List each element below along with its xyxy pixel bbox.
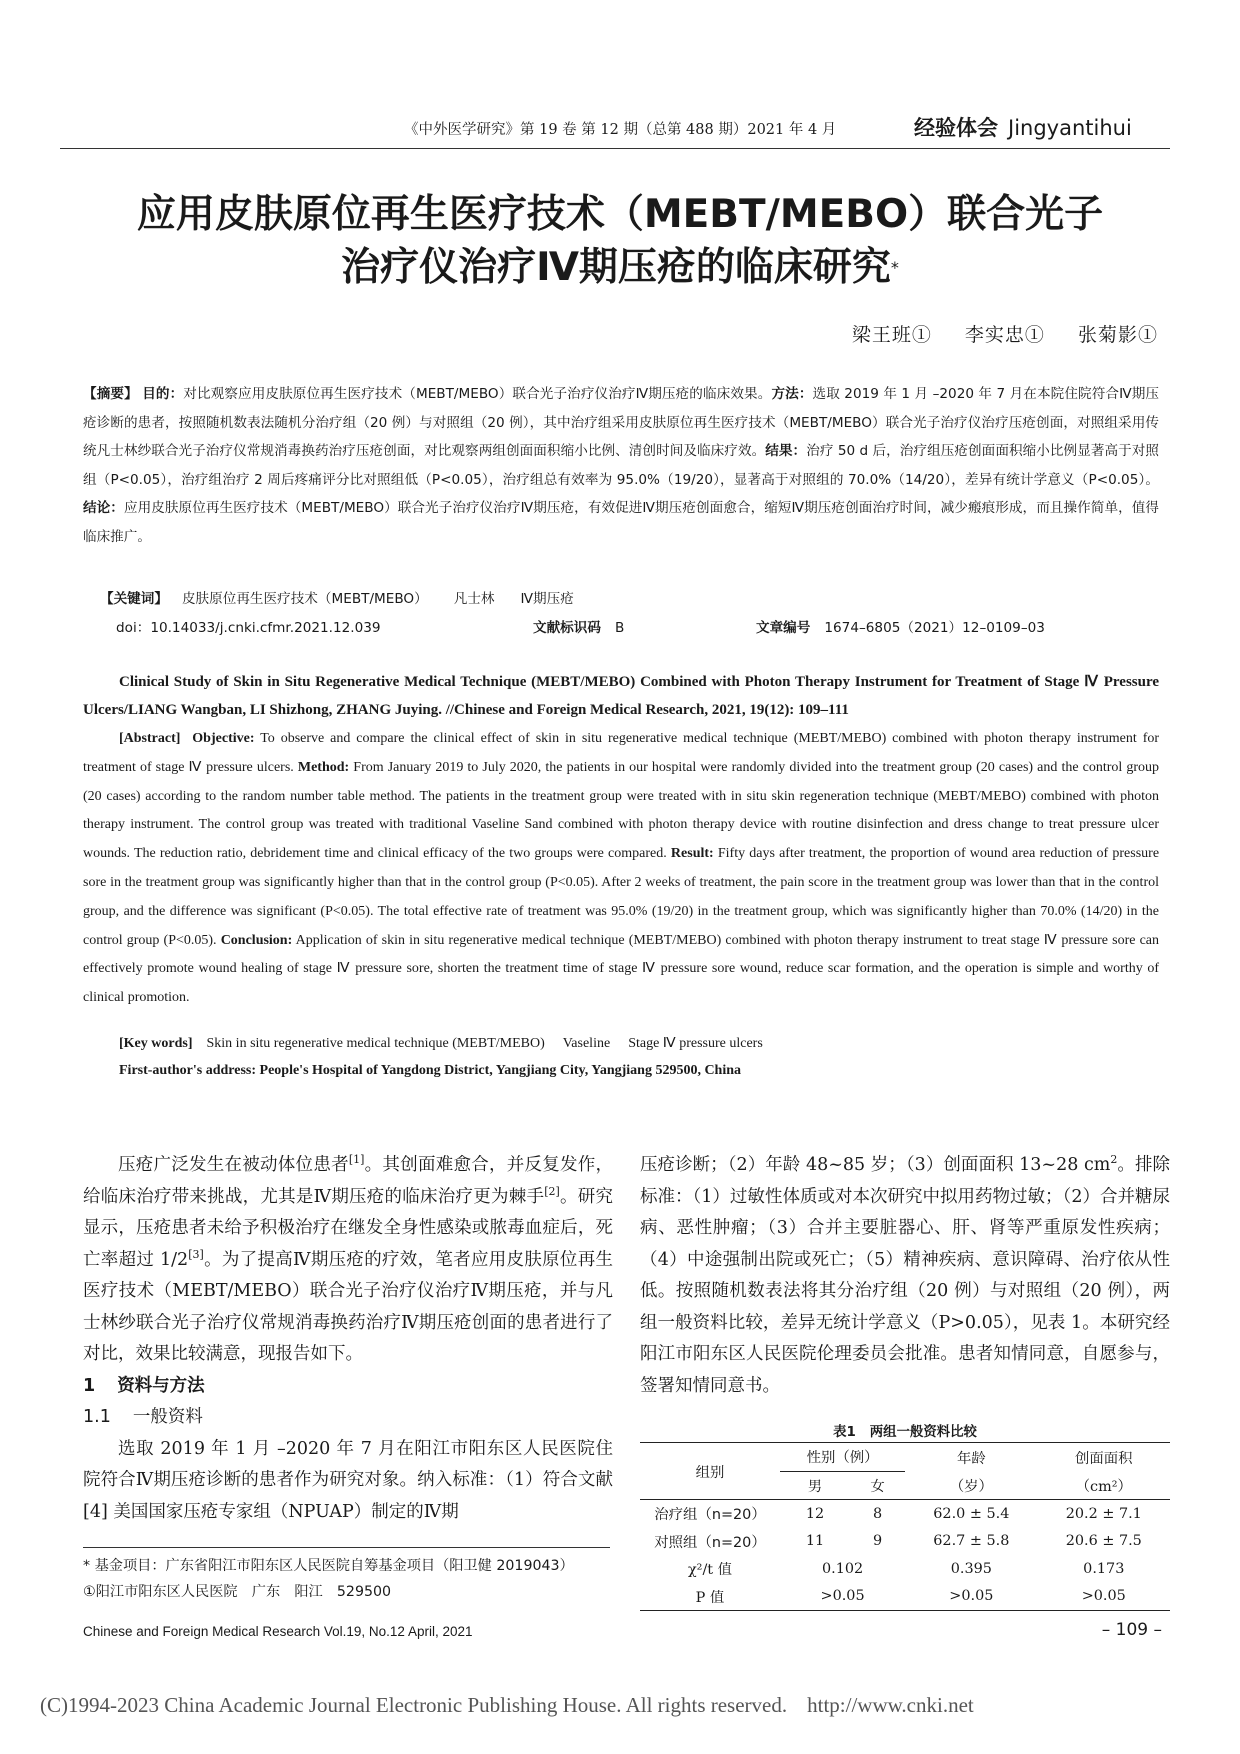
abstract-cn-objective: 对比观察应用皮肤原位再生医疗技术（MEBT/MEBO）联合光子治疗仪治疗Ⅳ期压疮的临床效果。 xyxy=(183,386,772,402)
keywords-en xyxy=(119,1035,781,1052)
copyright-line xyxy=(40,1693,974,1718)
title-footnote-mark: * xyxy=(890,258,899,277)
english-title-citation: Clinical Study of Skin in Situ Regenerative Medical Technique (MEBT/MEBO) Combined with Photon Therapy Instrument for Treatment of Stage Ⅳ Pressure Ulcers/LIANG Wangban, LI Shizhong, ZHANG Juying. //Chinese and Foreign Medical Research, 2021, 19(12): 109–111 xyxy=(83,674,1159,718)
cell-stat-age: 0.395 xyxy=(950,1560,992,1577)
doi: doi：10.14033/j.cnki.cfmr.2021.12.039 xyxy=(116,620,381,636)
abstract-cn-result-label: 结果： xyxy=(765,443,807,460)
doc-code-label: 文献标识码 xyxy=(533,620,601,636)
cell-female: 9 xyxy=(873,1533,883,1550)
table-stat-row xyxy=(640,1583,1170,1611)
table-1-title: 两组一般资料比较 xyxy=(869,1425,977,1440)
cell-female: 8 xyxy=(873,1505,883,1522)
intro-paragraph xyxy=(83,1150,613,1371)
running-header xyxy=(60,112,1170,152)
criteria-text-1: 压疮诊断；（2）年龄 48~85 岁；（3）创面面积 13~28 cm xyxy=(640,1155,1111,1175)
author-2: 李实忠① xyxy=(964,324,1045,346)
fund-note: * 基金项目：广东省阳江市阳东区人民医院自筹基金项目（阳卫健 2019043） xyxy=(83,1558,574,1574)
keywords-cn xyxy=(100,587,600,607)
section-heading-1-1-number: 1.1 xyxy=(83,1407,111,1427)
copyright-url[interactable]: http://www.cnki.net xyxy=(807,1693,974,1717)
ref-1: [1] xyxy=(348,1153,365,1167)
abstract-en-conclusion-label: Conclusion: xyxy=(220,932,293,948)
general-info-paragraph: 选取 2019 年 1 月 –2020 年 7 月在阳江市阳东区人民医院住院符合Ⅳ期压疮诊断的患者作为研究对象。纳入标准：（1）符合文献 [4] 美国国家压疮专家组（NPUAP）制定的Ⅳ期 xyxy=(83,1438,613,1522)
first-author-address: First-author's address: People's Hospital of Yangdong District, Yangjiang City, Yangjiang 529500, China xyxy=(119,1063,742,1078)
cell-stat-label: P 值 xyxy=(640,1583,780,1611)
section-heading-1 xyxy=(83,1371,613,1403)
article-number xyxy=(756,616,1045,636)
abstract-cn-result: 治疗 50 d 后，治疗组压疮创面面积缩小比例显著高于对照组（P<0.05），治疗组治疗 2 周后疼痛评分比对照组低（P<0.05），治疗组总有效率为 95.0%（19/20），显著高于对照组的 70.0%（14/20），差异有统计学意义（P<0.05）。 xyxy=(83,443,1160,488)
journal-issue-info: 《中外医学研究》第 19 卷 第 12 期（总第 488 期）2021 年 4 月 xyxy=(404,122,837,138)
unit-superscript: 2 xyxy=(1110,1153,1118,1167)
intro-text-4: 。为了提高Ⅳ期压疮的疗效，笔者应用皮肤原位再生医疗技术（MEBT/MEBO）联合光子治疗仪治疗Ⅳ期压疮，并与凡士林纱联合光子治疗仪常规消毒换药治疗Ⅳ期压疮创面的患者进行了对比，效果比较满意，现报告如下。 xyxy=(83,1249,614,1364)
intro-text-1: 压疮广泛发生在被动体位患者 xyxy=(118,1155,349,1175)
affiliation-note: ①阳江市阳东区人民医院 广东 阳江 529500 xyxy=(83,1583,392,1600)
th-female: 女 xyxy=(850,1471,905,1500)
abstract-cn-conclusion-label: 结论： xyxy=(83,500,124,517)
section-name-cn: 经验体会 xyxy=(914,116,998,140)
abstract-en-objective: To observe and compare the clinical effect of skin in situ regenerative medical technique (MEBT/MEBO) combined with photon therapy instrument for treatment of stage Ⅳ pressure ulcers. xyxy=(83,731,1160,775)
abstract-en-label: [Abstract] xyxy=(119,731,181,746)
keyword-en-1: Skin in situ regenerative medical technique (MEBT/MEBO) xyxy=(206,1036,545,1051)
keyword-en-2: Vaseline xyxy=(562,1036,611,1051)
copyright-text: (C)1994-2023 China Academic Journal Electronic Publishing House. All rights reserved. xyxy=(40,1693,788,1717)
section-name-en: Jingyantihui xyxy=(1008,116,1132,140)
th-age-unit: （岁） xyxy=(905,1471,1037,1500)
abstract-en-method: From January 2019 to July 2020, the patients in our hospital were randomly divided into the treatment group (20 cases) and the control group (20 cases) according to the random number table method. The patients in the treatment group were treated with in situ skin regeneration technique (MEBT/MEBO) combined with photon therapy instrument. The control group was treated with traditional Vaseline Sand combined with photon therapy device with routine disinfection and dress change to treat pressure ulcer wounds. The reduction ratio, debridement time and clinical efficacy of the two groups were compared. xyxy=(83,759,1160,862)
author-list xyxy=(826,320,1158,347)
title-line-2 xyxy=(60,241,1180,294)
header-rule xyxy=(60,148,1170,149)
th-group: 组别 xyxy=(640,1443,780,1500)
table-header-row-1 xyxy=(640,1443,1170,1472)
intro-text-3: 。研究显示，压疮患者未给予积极治疗在继发全身性感染或脓毒血症后，死亡率超过 1/2 xyxy=(83,1186,613,1270)
footnote-rule xyxy=(83,1547,610,1548)
keywords-cn-label: 【关键词】 xyxy=(100,591,168,607)
cell-group: 对照组（n=20） xyxy=(654,1534,766,1551)
page-number: – 109 – xyxy=(1101,1620,1162,1640)
abstract-cn-conclusion: 应用皮肤原位再生医疗技术（MEBT/MEBO）联合光子治疗仪治疗Ⅳ期压疮，有效促进Ⅳ期压疮创面愈合，缩短Ⅳ期压疮创面治疗时间，减少瘢痕形成，而且操作简单，值得临床推广。 xyxy=(83,500,1159,545)
article-meta xyxy=(116,616,1166,636)
section-name xyxy=(914,112,1132,142)
cell-stat-sex: 0.102 xyxy=(821,1560,864,1577)
keyword-en-3: Stage Ⅳ pressure ulcers xyxy=(628,1036,763,1051)
table-1-caption xyxy=(640,1421,1170,1440)
abstract-en-objective-label: Objective: xyxy=(192,731,255,746)
th-area: 创面面积 xyxy=(1038,1443,1170,1472)
cell-area: 20.6 ± 7.5 xyxy=(1065,1533,1142,1550)
abstract-cn-objective-label: 目的： xyxy=(142,386,184,402)
criteria-paragraph xyxy=(640,1150,1170,1402)
body-left-column xyxy=(83,1150,613,1528)
cell-stat-area: 0.173 xyxy=(1083,1560,1125,1577)
abstract-en-conclusion: Application of skin in situ regenerative medical technique (MEBT/MEBO) combined with photon therapy instrument to treat stage Ⅳ pressure sore can effectively promote wound healing of stage Ⅳ pressure sore, shorten the treatment time of stage Ⅳ pressure sore wound, reduce scar formation, and the operation is simple and worthy of clinical promotion. xyxy=(83,932,1159,1006)
abstract-cn-label: 【摘要】 xyxy=(83,386,138,402)
title-line-1: 应用皮肤原位再生医疗技术（MEBT/MEBO）联合光子 xyxy=(136,192,1104,237)
body-right-column xyxy=(640,1150,1170,1402)
section-heading-1-1-text: 一般资料 xyxy=(132,1407,203,1427)
abstract-en xyxy=(83,725,1159,1013)
th-area-unit: （cm²） xyxy=(1038,1471,1170,1500)
section-heading-1-text: 资料与方法 xyxy=(117,1375,205,1396)
th-male: 男 xyxy=(780,1471,850,1500)
cell-stat-sex: >0.05 xyxy=(780,1583,905,1611)
abstract-en-method-label: Method: xyxy=(297,759,350,775)
ref-2: [2] xyxy=(544,1184,560,1198)
table-1-number: 表1 xyxy=(833,1425,856,1440)
cell-group: 治疗组（n=20） xyxy=(654,1507,766,1524)
table-stat-row xyxy=(640,1555,1170,1583)
author-1: 梁王班① xyxy=(851,324,932,346)
article-title xyxy=(60,188,1180,294)
table-1 xyxy=(640,1442,1170,1611)
cell-male: 12 xyxy=(805,1505,825,1522)
doc-code-value: B xyxy=(614,620,625,636)
author-3: 张菊影① xyxy=(1077,324,1158,346)
abstract-cn xyxy=(83,380,1159,552)
cell-area: 20.2 ± 7.1 xyxy=(1065,1505,1142,1522)
criteria-text-2: 。排除标准：（1）过敏性体质或对本次研究中拟用药物过敏；（2）合并糖尿病、恶性肿瘤；（3）合并主要脏器心、肝、肾等严重原发性疾病；（4）中途强制出院或死亡；（5）精神疾病、意识障碍、治疗依从性低。按照随机数表法将其分治疗组（20 例）与对照组（20 例），两组一般资料比较，差异无统计学意义（P>0.05），见表 1。本研究经阳江市阳东区人民医院伦理委员会批准。患者知情同意，自愿参与，签署知情同意书。 xyxy=(640,1155,1171,1396)
keyword-cn-3: Ⅳ期压疮 xyxy=(520,591,574,607)
abstract-en-result-label: Result: xyxy=(670,846,714,862)
section-heading-1-number: 1 xyxy=(83,1375,96,1396)
keyword-cn-2: 凡士林 xyxy=(453,591,495,607)
table-row xyxy=(640,1500,1170,1528)
doc-code xyxy=(533,616,624,636)
footnotes xyxy=(83,1554,613,1605)
keywords-en-label: [Key words] xyxy=(119,1036,193,1051)
abstract-en-result: Fifty days after treatment, the proportion of wound area reduction of pressure sore in the treatment group was significantly higher than that in the control group (P<0.05). After 2 weeks of treatment, the pain score in the treatment group was lower than that in the control group, and the difference was significant (P<0.05). The total effective rate of treatment was 95.0% (19/20) in the treatment group, which was significantly higher than 70.0% (14/20) in the control group (P<0.05). xyxy=(83,846,1160,948)
footer-journal-info: Chinese and Foreign Medical Research Vol.19, No.12 April, 2021 xyxy=(83,1624,473,1639)
cell-age: 62.7 ± 5.8 xyxy=(933,1533,1010,1550)
cell-age: 62.0 ± 5.4 xyxy=(933,1505,1010,1522)
keyword-cn-1: 皮肤原位再生医疗技术（MEBT/MEBO） xyxy=(181,591,428,607)
abstract-cn-method-label: 方法： xyxy=(771,386,813,402)
cell-male: 11 xyxy=(805,1533,825,1550)
article-number-value: 1674–6805（2021）12–0109–03 xyxy=(824,620,1045,636)
th-sex: 性别（例） xyxy=(780,1443,905,1472)
table-row xyxy=(640,1528,1170,1556)
th-age: 年龄 xyxy=(905,1443,1037,1472)
ref-3: [3] xyxy=(188,1247,204,1261)
abstract-cn-method: 选取 2019 年 1 月 –2020 年 7 月在本院住院符合Ⅳ期压疮诊断的患者，按照随机数表法随机分治疗组（20 例）与对照组（20 例），其中治疗组采用皮肤原位再生医疗技术（MEBT/MEBO）联合光子治疗仪治疗压疮创面，对照组采用传统凡士林纱联合光子治疗仪常规消毒换药治疗压疮创面，对比观察两组创面面积缩小比例、清创时间及临床疗效。 xyxy=(83,386,1160,460)
intro-text-2: 。其创面难愈合，并反复发作，给临床治疗带来挑战，尤其是Ⅳ期压疮的临床治疗更为棘手 xyxy=(83,1155,614,1207)
title-line-2-text: 治疗仪治疗Ⅳ期压疮的临床研究 xyxy=(341,245,891,290)
cell-stat-age: >0.05 xyxy=(905,1583,1037,1611)
cell-stat-area: >0.05 xyxy=(1038,1583,1170,1611)
cell-stat-label: χ²/t 值 xyxy=(687,1562,733,1579)
article-number-label: 文章编号 xyxy=(756,620,811,636)
section-heading-1-1 xyxy=(83,1402,613,1434)
